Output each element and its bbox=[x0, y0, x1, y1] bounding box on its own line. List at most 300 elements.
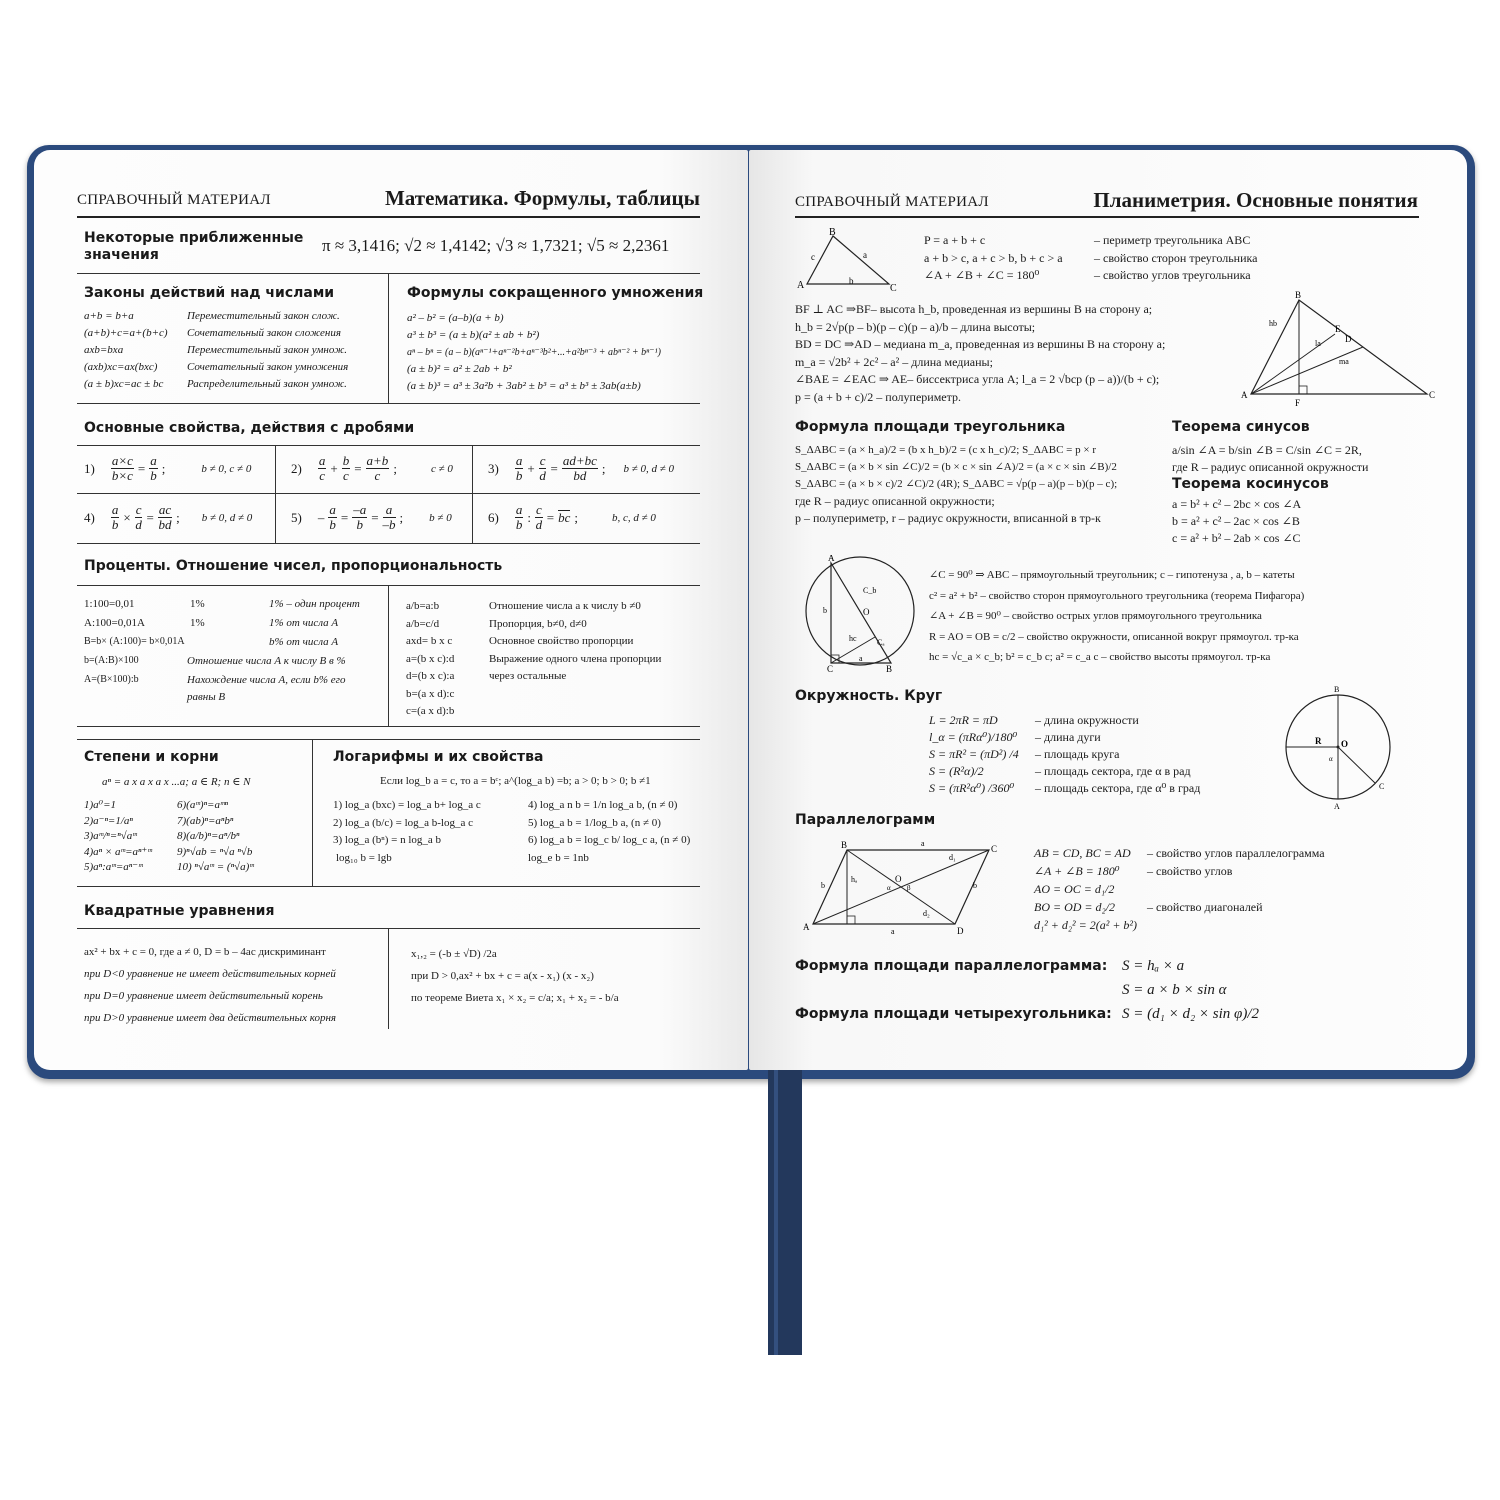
radius-label: R bbox=[1315, 736, 1322, 746]
equals-sign: = bbox=[371, 509, 379, 525]
triangle-descriptions bbox=[1094, 232, 1257, 285]
sines-text bbox=[1172, 442, 1368, 476]
log-rule: log_e b = 1nb bbox=[528, 851, 589, 864]
plus-sign: + bbox=[527, 460, 535, 476]
bookmark-ribbon[interactable] bbox=[768, 1070, 802, 1355]
formula: p – полупериметр, r – радиус окружности, вписанной в тр-к bbox=[795, 511, 1101, 525]
formula-desc: – периметр треугольника ABC bbox=[1094, 233, 1251, 247]
powers-col-2 bbox=[177, 798, 254, 876]
logs-title: Логарифмы и их свойства bbox=[333, 749, 544, 765]
triangle-lines-diagram bbox=[1239, 290, 1439, 410]
percent-desc: 1% – один процент bbox=[269, 598, 360, 610]
power-rule: 7)(ab)ⁿ=aⁿbⁿ bbox=[177, 814, 234, 827]
denominator: d bbox=[535, 517, 543, 532]
quadratic-text: ax² + bx + c = 0, где a ≠ 0, D = b – 4ac дискриминант bbox=[84, 946, 326, 958]
right-angle-mark bbox=[1299, 386, 1307, 394]
percent-value: 1% bbox=[190, 617, 205, 629]
formula: где R – радиус описанной окружности; bbox=[795, 494, 995, 508]
segment-label: hb bbox=[1269, 319, 1277, 328]
law-desc: Распределительный закон умнож. bbox=[187, 378, 347, 390]
fraction bbox=[342, 454, 351, 483]
page-title: Математика. Формулы, таблицы bbox=[384, 186, 700, 210]
law-formula: (axb)xc=ax(bxc) bbox=[84, 361, 158, 373]
percent-desc: 1% от числа A bbox=[269, 617, 339, 629]
proportion-formula: a/b=c/d bbox=[406, 617, 440, 630]
fraction bbox=[383, 503, 396, 532]
formula: BD = DC ⇒AD – медиана m_a, проведенная из вершины B на сторону a; bbox=[795, 337, 1166, 351]
vertex-label: A bbox=[797, 280, 805, 291]
semicolon: ; bbox=[601, 460, 606, 476]
formula: ∠C = 90⁰ ⇒ ABC – прямоугольный треугольник; c – гипотенуза , a, b – катеты bbox=[929, 569, 1295, 581]
colon-sign: : bbox=[527, 509, 531, 525]
power-rule: 5)aⁿ:aᵐ=aⁿ⁻ᵐ bbox=[84, 861, 143, 873]
power-rule: 10) ⁿ√aᵐ = (ⁿ√a)ᵐ bbox=[177, 861, 254, 873]
semicolon: ; bbox=[161, 460, 166, 476]
formula-desc: – площадь круга bbox=[1035, 747, 1120, 761]
formula: BO = OD = d₂/2 bbox=[1034, 900, 1116, 914]
powers-title: Степени и корни bbox=[84, 749, 219, 765]
formula: c² = a² + b² – свойство сторон прямоугольного треугольника (теорема Пифагора) bbox=[929, 589, 1305, 602]
law-formula: (a+b)+c=a+(b+c) bbox=[84, 327, 168, 339]
fraction-rule-5 bbox=[291, 503, 452, 532]
angle-label: β bbox=[907, 884, 911, 892]
numerator: –a bbox=[353, 502, 367, 517]
formula: AO = OC = d₁/2 bbox=[1034, 882, 1115, 896]
formula: a = b² + c² – 2bc × cos ∠A bbox=[1172, 497, 1302, 511]
vertex-label: A bbox=[1241, 390, 1248, 400]
quadratic-formula: по теореме Виета x₁ × x₂ = c/a; x₁ + x₂ = - b/a bbox=[411, 992, 619, 1004]
power-rule: 1)a⁰=1 bbox=[84, 799, 116, 811]
formula: ∠A + ∠B = 90⁰ – свойство острых углов прямоугольного треугольника bbox=[929, 610, 1262, 622]
logs-definition: Если log_b a = c, то a = bᶜ; a^(log_a b) =b; a > 0; b > 0; b ≠1 bbox=[380, 775, 651, 787]
semicolon: ; bbox=[176, 509, 180, 525]
formula: S = (R²α)/2 bbox=[929, 764, 984, 778]
law-desc: Сочетательный закон умножения bbox=[187, 361, 349, 373]
logs-col-1 bbox=[333, 797, 481, 867]
segment-label: Cₐ bbox=[877, 638, 885, 647]
center-label: O bbox=[863, 607, 870, 617]
denominator: bc bbox=[558, 510, 571, 525]
denominator: b×c bbox=[111, 468, 133, 483]
triangle-diagram bbox=[793, 228, 903, 292]
denominator: b bbox=[150, 468, 157, 483]
power-rule: 2)a⁻ⁿ=1/aⁿ bbox=[84, 814, 133, 827]
formula-desc: – свойство углов bbox=[1147, 864, 1233, 878]
condition: b ≠ 0 bbox=[429, 511, 452, 524]
vertex-label: C bbox=[890, 283, 897, 292]
equals-sign: = bbox=[354, 460, 362, 476]
formula: BF ⊥ AC ⇒BF– высота h_b, проведенная из вершины B на сторону a; bbox=[795, 302, 1153, 316]
numerator: c bbox=[135, 502, 142, 517]
fraction-rule-1 bbox=[84, 454, 251, 483]
fraction bbox=[318, 454, 327, 483]
proportion-desc: через остальные bbox=[489, 670, 567, 682]
vertex-label: F bbox=[1295, 398, 1301, 408]
left-page bbox=[34, 150, 748, 1070]
diagonal-label: d₁ bbox=[949, 853, 956, 862]
vertex-label: E bbox=[1335, 324, 1341, 334]
percent-formula: A=(B×100):b bbox=[84, 674, 139, 685]
log-rule: 1) log_a (bxc) = log_a b+ log_a c bbox=[333, 799, 481, 811]
condition: b ≠ 0, c ≠ 0 bbox=[201, 462, 252, 475]
triangle-shape bbox=[1251, 300, 1427, 394]
equals-sign: = bbox=[137, 460, 146, 476]
quadratic-title: Квадратные уравнения bbox=[84, 903, 275, 919]
area-title: Формула площади треугольника bbox=[795, 419, 1066, 435]
divider bbox=[77, 726, 700, 727]
vertex-label: B bbox=[841, 840, 848, 850]
powers-col-1 bbox=[84, 798, 152, 876]
formula: S = (πR²α⁰) /360⁰ bbox=[929, 781, 1015, 795]
side-label: c bbox=[811, 252, 815, 262]
area-formula: S = (d₁ × d₂ × sin φ)/2 bbox=[1122, 1006, 1260, 1022]
power-rule: 4)aⁿ × aᵐ=aⁿ⁺ᵐ bbox=[84, 845, 152, 858]
formula-desc: – площадь сектора, где α в рад bbox=[1035, 764, 1191, 778]
vertex-label: B bbox=[886, 664, 893, 674]
rule-number: 6) bbox=[488, 509, 499, 525]
formula: S_ΔABC = (a × b × sin ∠C)/2 = (b × c × sin ∠A)/2 = (a × c × sin ∠B)/2 bbox=[795, 461, 1117, 473]
formula-desc: – длина окружности bbox=[1035, 713, 1139, 727]
percents-left bbox=[84, 598, 384, 728]
radius-line bbox=[1338, 747, 1375, 783]
vertex-label: C bbox=[1429, 390, 1436, 400]
rule-number: 5) bbox=[291, 509, 302, 525]
fraction bbox=[111, 503, 120, 532]
divider bbox=[77, 543, 700, 544]
vertex-label: B bbox=[1295, 290, 1302, 300]
formula: P = a + b + c bbox=[924, 233, 986, 247]
formula: R = AO = OB = c/2 – свойство окружности, описанной вокруг прямоугол. тр-ка bbox=[929, 630, 1299, 643]
area-formula: S = a × b × sin α bbox=[1122, 982, 1227, 998]
denominator: c bbox=[343, 468, 349, 483]
fraction bbox=[328, 503, 337, 532]
rule-number: 2) bbox=[291, 460, 302, 476]
approx-values: π ≈ 3,1416; √2 ≈ 1,4142; √3 ≈ 1,7321; √5 ≈ 2,2361 bbox=[322, 236, 670, 255]
formula: l_α = (πRα⁰)/180⁰ bbox=[929, 730, 1018, 744]
short-mult-formula: aⁿ – bⁿ = (a – b)(aⁿ⁻¹+aⁿ⁻²b+aⁿ⁻³b²+...+a²bⁿ⁻³ + abⁿ⁻² + bⁿ⁻¹) bbox=[407, 347, 661, 358]
triangle-lines-text bbox=[795, 301, 1165, 406]
divider bbox=[312, 740, 313, 886]
fraction bbox=[535, 503, 543, 532]
area-formula: S = hₐ × a bbox=[1122, 958, 1185, 974]
power-rule: 9)ⁿ√ab = ⁿ√a ⁿ√b bbox=[177, 845, 253, 858]
denominator: b bbox=[356, 517, 363, 532]
formula: S_ΔABC = (a × b × c)/2 ∠C)/2 (4R); S_ΔABC = √p(p – a)(p – b)(p – c); bbox=[795, 478, 1118, 490]
vertex-label: D bbox=[957, 926, 964, 936]
sines-title: Теорема синусов bbox=[1172, 419, 1310, 435]
center-label: O bbox=[1341, 739, 1349, 749]
proportion-formula: axd= b x c bbox=[406, 635, 453, 647]
denominator: b bbox=[111, 517, 119, 532]
denominator: d bbox=[539, 468, 546, 483]
numerator: a bbox=[515, 453, 523, 468]
proportion-descriptions bbox=[489, 598, 661, 686]
equals-sign: = bbox=[550, 460, 558, 476]
circle-descriptions bbox=[1035, 712, 1200, 797]
numerator: a bbox=[383, 503, 396, 518]
formula: c = a² + b² – 2ab × cos ∠C bbox=[1172, 531, 1301, 545]
formula: где R – радиус описанной окружности bbox=[1172, 460, 1369, 474]
fraction bbox=[135, 503, 143, 532]
area-quad-title: Формула площади четырехугольника: bbox=[795, 1006, 1112, 1022]
fraction bbox=[149, 454, 158, 483]
minus-sign: – bbox=[317, 509, 325, 525]
law-formula: (a ± b)xc=ac ± bc bbox=[84, 378, 164, 390]
quadratic-right bbox=[411, 943, 619, 1009]
formula: b = a² + c² – 2ac × cos ∠B bbox=[1172, 514, 1300, 528]
divider bbox=[388, 929, 389, 1029]
numerator: b bbox=[342, 453, 350, 468]
proportion-desc: Выражение одного члена пропорции bbox=[489, 652, 662, 665]
denominator: b bbox=[515, 468, 523, 483]
quadratic-formula: x₁,₂ = (-b ± √D) /2a bbox=[411, 948, 497, 960]
fraction-rule-3 bbox=[488, 454, 674, 483]
side-label: b bbox=[821, 881, 825, 890]
fraction bbox=[111, 454, 134, 483]
formula: a/sin ∠A = b/sin ∠B = C/sin ∠C = 2R, bbox=[1172, 443, 1362, 457]
proportion-desc: Основное свойство пропорции bbox=[489, 635, 634, 647]
percent-formula: B=b× (A:100)= b×0,01A bbox=[84, 636, 185, 647]
side-label: a bbox=[891, 927, 895, 936]
fraction bbox=[539, 454, 547, 483]
formula: d₁² + d₂² = 2(a² + b²) bbox=[1034, 918, 1138, 932]
point-label: C bbox=[1379, 782, 1385, 791]
formula: a + b > c, a + c > b, b + c > a bbox=[924, 250, 1063, 265]
divider bbox=[77, 403, 700, 404]
height-label: hₐ bbox=[851, 875, 858, 884]
circle-formulas bbox=[929, 712, 1019, 797]
right-triangle-text bbox=[929, 565, 1304, 668]
law-desc: Переместительный закон умнож. bbox=[187, 344, 348, 356]
vertex-label: C bbox=[827, 664, 834, 674]
quadratic-text: при D=0 уравнение имеет действительный корень bbox=[84, 990, 323, 1002]
divider bbox=[388, 586, 389, 726]
vertex-label: A bbox=[803, 922, 810, 932]
percent-desc: Нахождение числа A, если b% его bbox=[187, 674, 346, 686]
page-tag: СПРАВОЧНЫЙ МАТЕРИАЛ bbox=[795, 194, 989, 210]
log-rule: 5) log_a b = 1/log_b a, (n ≠ 0) bbox=[528, 816, 661, 829]
power-rule: 6)(aᵐ)ⁿ=aᵐⁿ bbox=[177, 799, 229, 811]
side-label: a bbox=[921, 839, 925, 848]
side-label: a bbox=[863, 250, 867, 260]
circle-diagram bbox=[1279, 683, 1414, 813]
formula: S_ΔABC = (a × h_a)/2 = (b x h_b)/2 = (c x h_c)/2; S_ΔABC = p × r bbox=[795, 444, 1096, 456]
rule-number: 4) bbox=[84, 509, 95, 525]
denominator: bd bbox=[573, 468, 587, 483]
times-sign: × bbox=[123, 509, 131, 525]
divider bbox=[388, 274, 389, 403]
numerator: c bbox=[539, 453, 546, 468]
short-mult-formula: (a ± b)² = a² ± 2ab + b² bbox=[407, 363, 512, 375]
formula-desc bbox=[1147, 880, 1325, 898]
percent-formula: A:100=0,01A bbox=[84, 617, 145, 629]
log-rule: log₁₀ b = lgb bbox=[336, 851, 392, 864]
short-mult-title: Формулы сокращенного умножения bbox=[407, 285, 704, 301]
formula: ∠A + ∠B + ∠C = 180⁰ bbox=[924, 268, 1040, 282]
rule-number: 1) bbox=[84, 460, 95, 476]
triangle-formulas bbox=[924, 232, 1063, 285]
segment-label: hc bbox=[849, 634, 857, 643]
divider bbox=[77, 739, 700, 740]
powers-definition: aⁿ = a x a x a x ...a; a ∈ R; n ∈ N bbox=[102, 776, 251, 788]
segment-label: ma bbox=[1339, 357, 1349, 366]
circle-title: Окружность. Круг bbox=[795, 688, 943, 704]
formula: ∠A + ∠B = 180⁰ bbox=[1034, 864, 1120, 878]
area-parallelogram-title: Формула площади параллелограмма: bbox=[795, 958, 1108, 974]
logs-col-2 bbox=[528, 797, 690, 867]
law-formula: axb=bxa bbox=[84, 344, 124, 356]
formula-desc: – длина дуги bbox=[1035, 730, 1101, 744]
log-rule: 4) log_a n b = 1/n log_a b, (n ≠ 0) bbox=[528, 799, 678, 811]
formula: L = 2πR = πD bbox=[929, 713, 998, 727]
proportion-desc: Отношение числа a к числу b ≠0 bbox=[489, 600, 641, 612]
segment-label: la bbox=[1315, 339, 1321, 348]
cosines-text bbox=[1172, 496, 1301, 547]
denominator: c bbox=[319, 468, 325, 483]
formula-desc: – свойство диагоналей bbox=[1147, 900, 1263, 914]
proportion-formula: a=(b x c):d bbox=[406, 652, 455, 665]
parallelogram-diagram bbox=[801, 838, 1001, 938]
formula: p = (a + b + c)/2 – полупериметр. bbox=[795, 389, 962, 404]
equals-sign: = bbox=[146, 509, 154, 525]
side-label: b bbox=[973, 881, 977, 890]
denominator: c bbox=[374, 468, 381, 483]
power-rule: 3)aᵐ/ⁿ=ⁿ√aᵐ bbox=[84, 830, 137, 842]
numerator: a bbox=[515, 502, 523, 517]
center-label: O bbox=[895, 874, 902, 884]
log-rule: 6) log_a b = log_c b/ log_c a, (n ≠ 0) bbox=[528, 834, 691, 846]
page-tag: СПРАВОЧНЫЙ МАТЕРИАЛ bbox=[77, 192, 271, 208]
fraction bbox=[515, 503, 524, 532]
angle-label: α bbox=[1329, 755, 1333, 763]
header-rule bbox=[77, 216, 700, 218]
formula: AB = CD, BC = AD bbox=[1034, 846, 1131, 860]
formula-desc: – свойство сторон треугольника bbox=[1094, 250, 1258, 265]
triangle-shape bbox=[831, 563, 891, 663]
semicolon: ; bbox=[574, 509, 578, 525]
semicolon: ; bbox=[393, 460, 397, 476]
equals-sign: = bbox=[340, 509, 349, 525]
proportion-formula: a/b=a:b bbox=[406, 600, 440, 612]
proportion-desc: Пропорция, b≠0, d≠0 bbox=[489, 617, 587, 630]
percent-formula: b=(A:B)×100 bbox=[84, 655, 139, 666]
denominator: d bbox=[135, 517, 142, 532]
segment-label: C_b bbox=[863, 586, 877, 595]
vertex-label: D bbox=[1345, 334, 1352, 344]
fractions-title: Основные свойства, действия с дробями bbox=[84, 420, 415, 436]
quadratic-formula: при D > 0,ax² + bx + c = a(x - x₁) (x - x₂) bbox=[411, 970, 594, 982]
laws-title: Законы действий над числами bbox=[84, 285, 335, 301]
numerator: c bbox=[535, 502, 542, 517]
header-rule bbox=[795, 216, 1419, 218]
fraction bbox=[366, 454, 390, 483]
divider bbox=[77, 886, 700, 887]
cosines-title: Теорема косинусов bbox=[1172, 476, 1329, 492]
formula-desc: – площадь сектора, где α⁰ в град bbox=[1035, 781, 1201, 795]
area-formulas bbox=[795, 442, 1117, 527]
percent-desc: b% от числа A bbox=[269, 636, 339, 648]
center-point bbox=[1337, 746, 1340, 749]
diagonal-line bbox=[847, 850, 955, 924]
condition: b ≠ 0, d ≠ 0 bbox=[623, 462, 675, 475]
condition: b ≠ 0, d ≠ 0 bbox=[201, 511, 253, 524]
right-page bbox=[749, 150, 1467, 1070]
denominator: –b bbox=[382, 517, 396, 532]
fraction bbox=[515, 454, 524, 483]
semicolon: ; bbox=[399, 509, 404, 525]
approx-label: Некоторые приближенные значения bbox=[84, 230, 304, 263]
law-desc: Сочетательный закон сложения bbox=[187, 327, 342, 339]
short-mult-formula: a² – b² = (a–b)(a + b) bbox=[407, 312, 504, 324]
log-rule: 3) log_a (bⁿ) = n log_a b bbox=[333, 834, 442, 846]
fraction bbox=[158, 503, 172, 532]
divider bbox=[77, 445, 700, 446]
fraction bbox=[352, 503, 367, 532]
side-label: b bbox=[849, 276, 854, 286]
percent-formula: 1:100=0,01 bbox=[84, 598, 135, 610]
parallelogram-descriptions bbox=[1147, 844, 1325, 916]
denominator: b bbox=[329, 517, 336, 532]
triangle-shape bbox=[807, 236, 889, 284]
proportion-formulas bbox=[406, 598, 454, 721]
numerator: a+b bbox=[366, 453, 389, 468]
vertex-label: B bbox=[829, 228, 836, 238]
denominator: bd bbox=[158, 517, 172, 532]
numerator: a bbox=[150, 453, 157, 468]
numerator: a bbox=[318, 453, 326, 468]
proportion-formula: c=(a x d):b bbox=[406, 705, 455, 717]
fraction bbox=[558, 510, 570, 525]
parallelogram-title: Параллелограмм bbox=[795, 812, 936, 828]
divider bbox=[275, 445, 276, 543]
quadratic-left bbox=[84, 941, 336, 1029]
fraction bbox=[562, 454, 598, 483]
power-rule: 8)(a/b)ⁿ=aⁿ/bⁿ bbox=[177, 830, 240, 842]
law-formula: a+b = b+a bbox=[84, 310, 134, 322]
formula: hc = √c_a × c_b; b² = c_b c; a² = c_a c – свойство высоты прямоугол. тр-ка bbox=[929, 651, 1271, 663]
percent-value: 1% bbox=[190, 598, 205, 610]
side-label: a bbox=[859, 654, 863, 663]
short-mult-list bbox=[407, 310, 661, 395]
formula: ∠BAE = ∠EAC ⇒ AE– биссектриса угла A; l_a = 2 √bcp (p – a))/(b + c); bbox=[795, 372, 1160, 386]
vertex-label: C bbox=[991, 844, 998, 854]
percent-desc: Отношение числа A к числу B в % bbox=[187, 655, 346, 667]
formula: h_b = 2√p(p – b)(p – c)(p – a)/b – длина высоты; bbox=[795, 319, 1036, 334]
divider bbox=[77, 493, 700, 494]
formula-desc: – свойство углов треугольника bbox=[1094, 268, 1251, 282]
vertex-label: A bbox=[828, 555, 835, 563]
fraction-rule-2 bbox=[291, 454, 453, 483]
formula: S = πR² = (πD²) /4 bbox=[929, 747, 1019, 761]
quadratic-text: при D>0 уравнение имеет два действительных корня bbox=[84, 1012, 337, 1024]
numerator: a bbox=[329, 502, 336, 517]
point-label: A bbox=[1334, 802, 1340, 811]
fraction-rule-4 bbox=[84, 503, 252, 532]
percents-title: Проценты. Отношение чисел, пропорциональность bbox=[84, 558, 503, 574]
law-desc: Переместительный закон слож. bbox=[187, 310, 340, 322]
denominator: b bbox=[515, 517, 523, 532]
fraction-rule-6 bbox=[488, 503, 656, 532]
formula-desc: – свойство углов параллелограмма bbox=[1147, 846, 1325, 860]
equals-sign: = bbox=[546, 509, 555, 525]
side-label: b bbox=[823, 606, 827, 615]
plus-sign: + bbox=[330, 460, 338, 476]
parallelogram-formulas bbox=[1034, 844, 1137, 934]
proportion-formula: d=(b x c):a bbox=[406, 670, 455, 682]
angle-label: α bbox=[887, 884, 891, 892]
numerator: ad+bc bbox=[562, 453, 597, 468]
numerator: ac bbox=[158, 502, 172, 517]
